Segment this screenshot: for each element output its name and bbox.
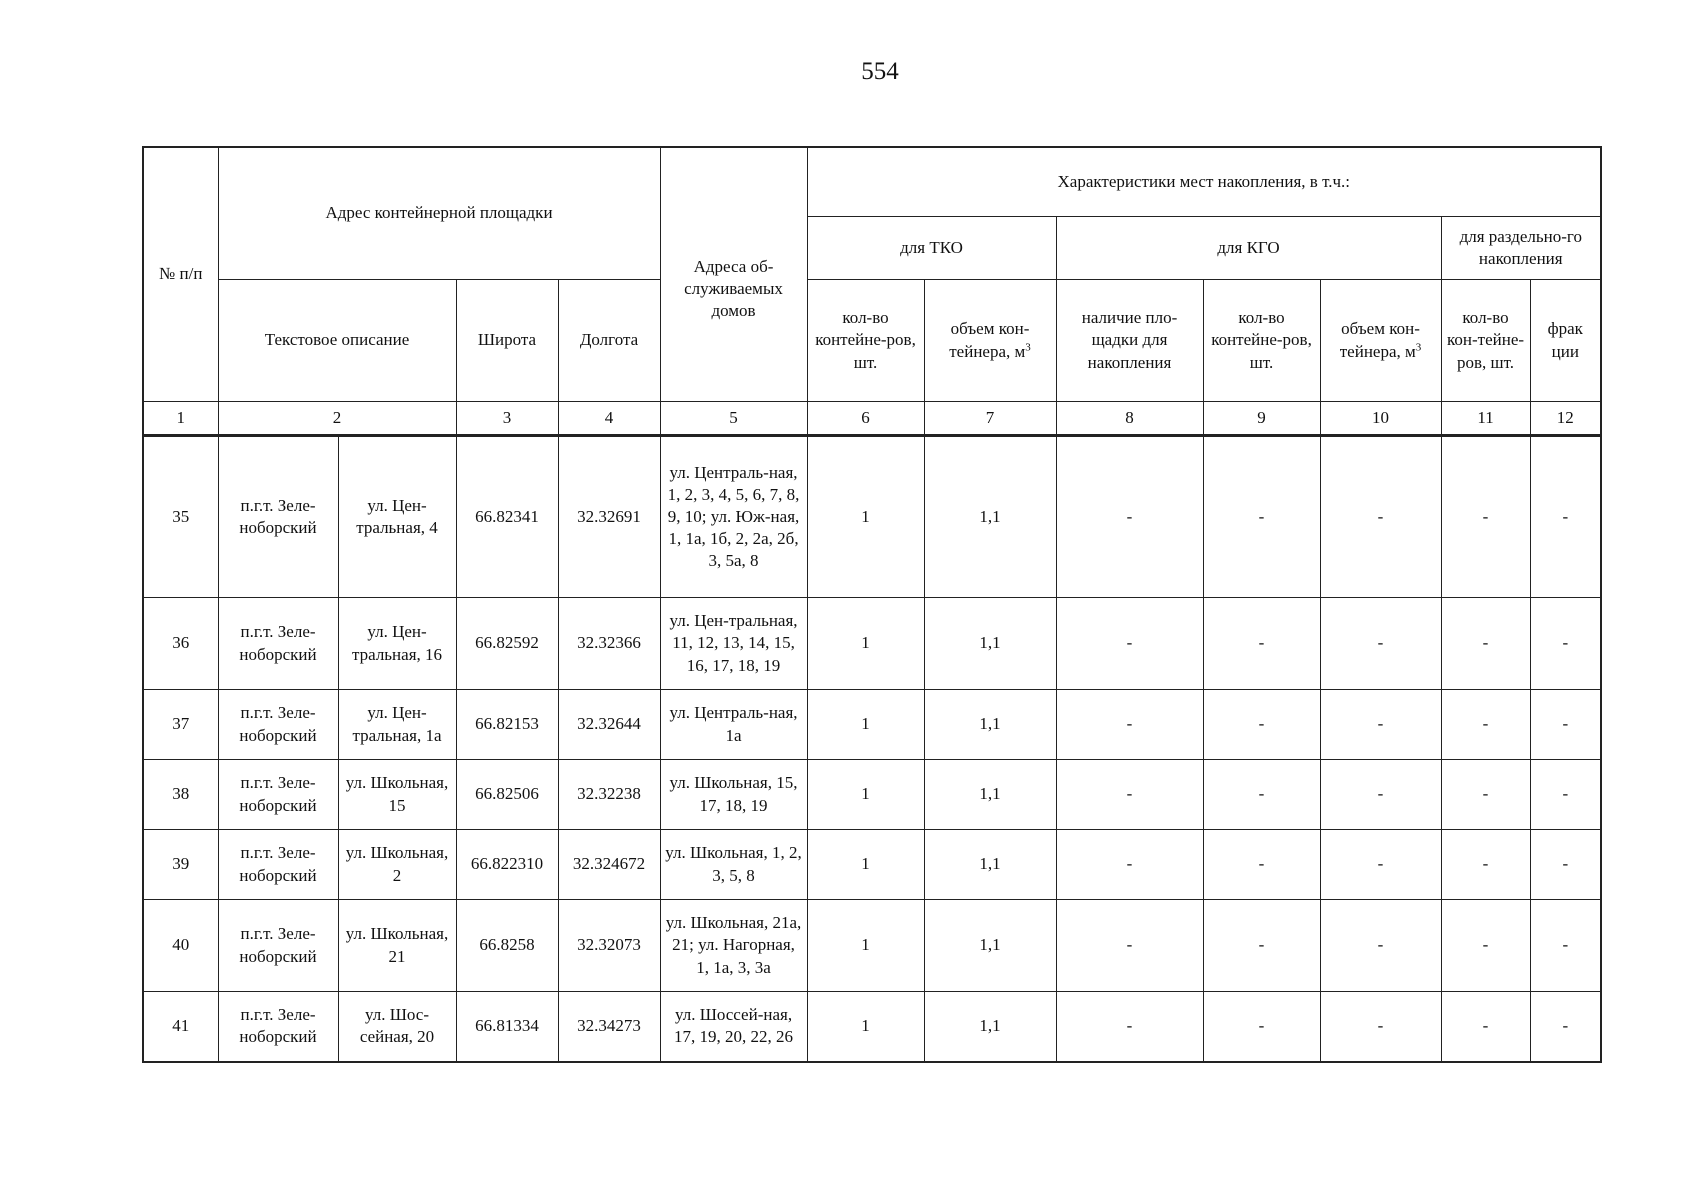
tko-volume-cell: 1,1 bbox=[924, 690, 1056, 760]
latitude-cell: 66.82153 bbox=[456, 690, 558, 760]
sep-count-cell: - bbox=[1441, 436, 1530, 598]
row-number-cell: 37 bbox=[143, 690, 218, 760]
kgo-volume-cell: - bbox=[1320, 900, 1441, 992]
longitude-cell: 32.34273 bbox=[558, 992, 660, 1062]
tko-count-cell: 1 bbox=[807, 690, 924, 760]
kgo-volume-cell: - bbox=[1320, 830, 1441, 900]
tko-volume-cell: 1,1 bbox=[924, 436, 1056, 598]
latitude-cell: 66.81334 bbox=[456, 992, 558, 1062]
kgo-count-cell: - bbox=[1203, 830, 1320, 900]
served-houses-cell: ул. Цен-тральная, 11, 12, 13, 14, 15, 16, 17, 18, 19 bbox=[660, 598, 807, 690]
table-row bbox=[143, 690, 1601, 760]
tko-count-cell: 1 bbox=[807, 992, 924, 1062]
sep-fractions-cell: - bbox=[1530, 900, 1601, 992]
row-number-cell: 39 bbox=[143, 830, 218, 900]
street-address-cell: ул. Цен-тральная, 16 bbox=[338, 598, 456, 690]
table-row bbox=[143, 900, 1601, 992]
latitude-cell: 66.82592 bbox=[456, 598, 558, 690]
column-index-6: 6 bbox=[807, 402, 924, 436]
header-sep-fractions: фрак ции bbox=[1530, 280, 1601, 402]
kgo-site-cell: - bbox=[1056, 992, 1203, 1062]
street-address-cell: ул. Шос-сейная, 20 bbox=[338, 992, 456, 1062]
table-body bbox=[143, 436, 1601, 1062]
header-served-houses: Адреса об-служиваемых домов bbox=[660, 147, 807, 402]
row-number-cell: 36 bbox=[143, 598, 218, 690]
tko-count-cell: 1 bbox=[807, 900, 924, 992]
header-num: № п/п bbox=[143, 147, 218, 402]
kgo-volume-cell: - bbox=[1320, 992, 1441, 1062]
column-index-1: 1 bbox=[143, 402, 218, 436]
tko-volume-cell: 1,1 bbox=[924, 900, 1056, 992]
kgo-count-cell: - bbox=[1203, 690, 1320, 760]
kgo-count-cell: - bbox=[1203, 598, 1320, 690]
table-row bbox=[143, 760, 1601, 830]
kgo-volume-cell: - bbox=[1320, 690, 1441, 760]
kgo-count-cell: - bbox=[1203, 900, 1320, 992]
header-kgo-count: кол-во контейне-ров, шт. bbox=[1203, 280, 1320, 402]
kgo-count-cell: - bbox=[1203, 992, 1320, 1062]
header-longitude: Долгота bbox=[558, 280, 660, 402]
tko-volume-cell: 1,1 bbox=[924, 760, 1056, 830]
latitude-cell: 66.82341 bbox=[456, 436, 558, 598]
kgo-volume-cell: - bbox=[1320, 436, 1441, 598]
served-houses-cell: ул. Школьная, 15, 17, 18, 19 bbox=[660, 760, 807, 830]
column-index-5: 5 bbox=[660, 402, 807, 436]
sep-count-cell: - bbox=[1441, 900, 1530, 992]
header-latitude: Широта bbox=[456, 280, 558, 402]
locality-cell: п.г.т. Зеле-ноборский bbox=[218, 598, 338, 690]
kgo-site-cell: - bbox=[1056, 900, 1203, 992]
street-address-cell: ул. Школьная, 15 bbox=[338, 760, 456, 830]
table-row bbox=[143, 830, 1601, 900]
served-houses-cell: ул. Школьная, 1, 2, 3, 5, 8 bbox=[660, 830, 807, 900]
column-index-row bbox=[143, 402, 1601, 436]
table-row bbox=[143, 436, 1601, 598]
header-text-desc: Текстовое описание bbox=[218, 280, 456, 402]
tko-volume-cell: 1,1 bbox=[924, 992, 1056, 1062]
sep-fractions-cell: - bbox=[1530, 436, 1601, 598]
locality-cell: п.г.т. Зеле-ноборский bbox=[218, 900, 338, 992]
header-tko: для ТКО bbox=[807, 217, 1056, 280]
longitude-cell: 32.32073 bbox=[558, 900, 660, 992]
street-address-cell: ул. Школьная, 21 bbox=[338, 900, 456, 992]
kgo-site-cell: - bbox=[1056, 830, 1203, 900]
sep-count-cell: - bbox=[1441, 992, 1530, 1062]
served-houses-cell: ул. Шоссей-ная, 17, 19, 20, 22, 26 bbox=[660, 992, 807, 1062]
header-kgo-site: наличие пло-щадки для накопления bbox=[1056, 280, 1203, 402]
locality-cell: п.г.т. Зеле-ноборский bbox=[218, 690, 338, 760]
column-index-2: 2 bbox=[218, 402, 456, 436]
tko-count-cell: 1 bbox=[807, 830, 924, 900]
container-sites-table bbox=[142, 146, 1602, 1063]
sep-count-cell: - bbox=[1441, 760, 1530, 830]
longitude-cell: 32.32366 bbox=[558, 598, 660, 690]
column-index-7: 7 bbox=[924, 402, 1056, 436]
served-houses-cell: ул. Централь-ная, 1а bbox=[660, 690, 807, 760]
street-address-cell: ул. Школьная, 2 bbox=[338, 830, 456, 900]
locality-cell: п.г.т. Зеле-ноборский bbox=[218, 830, 338, 900]
row-number-cell: 40 bbox=[143, 900, 218, 992]
served-houses-cell: ул. Централь-ная, 1, 2, 3, 4, 5, 6, 7, 8, 9, 10; ул. Юж-ная, 1, 1а, 1б, 2, 2а, 2б, 3, 5а, 8 bbox=[660, 436, 807, 598]
column-index-11: 11 bbox=[1441, 402, 1530, 436]
latitude-cell: 66.82506 bbox=[456, 760, 558, 830]
kgo-site-cell: - bbox=[1056, 436, 1203, 598]
kgo-count-cell: - bbox=[1203, 760, 1320, 830]
row-number-cell: 41 bbox=[143, 992, 218, 1062]
page-number: 554 bbox=[861, 58, 899, 85]
column-index-4: 4 bbox=[558, 402, 660, 436]
sep-count-cell: - bbox=[1441, 830, 1530, 900]
row-number-cell: 35 bbox=[143, 436, 218, 598]
header-kgo: для КГО bbox=[1056, 217, 1441, 280]
sep-fractions-cell: - bbox=[1530, 690, 1601, 760]
locality-cell: п.г.т. Зеле-ноборский bbox=[218, 760, 338, 830]
table-row bbox=[143, 598, 1601, 690]
row-number-cell: 38 bbox=[143, 760, 218, 830]
street-address-cell: ул. Цен-тральная, 1а bbox=[338, 690, 456, 760]
column-index-3: 3 bbox=[456, 402, 558, 436]
sep-fractions-cell: - bbox=[1530, 760, 1601, 830]
latitude-cell: 66.822310 bbox=[456, 830, 558, 900]
column-index-8: 8 bbox=[1056, 402, 1203, 436]
table-header bbox=[143, 147, 1601, 436]
header-sep-count: кол-во кон-тейне-ров, шт. bbox=[1441, 280, 1530, 402]
kgo-volume-cell: - bbox=[1320, 598, 1441, 690]
street-address-cell: ул. Цен-тральная, 4 bbox=[338, 436, 456, 598]
tko-count-cell: 1 bbox=[807, 760, 924, 830]
sep-count-cell: - bbox=[1441, 690, 1530, 760]
sep-count-cell: - bbox=[1441, 598, 1530, 690]
header-tko-volume: объем кон-тейнера, $м^3$ bbox=[924, 280, 1056, 402]
longitude-cell: 32.324672 bbox=[558, 830, 660, 900]
sep-fractions-cell: - bbox=[1530, 830, 1601, 900]
served-houses-cell: ул. Школьная, 21а, 21; ул. Нагорная, 1, 1а, 3, 3а bbox=[660, 900, 807, 992]
column-index-10: 10 bbox=[1320, 402, 1441, 436]
tko-volume-cell: 1,1 bbox=[924, 830, 1056, 900]
longitude-cell: 32.32691 bbox=[558, 436, 660, 598]
longitude-cell: 32.32238 bbox=[558, 760, 660, 830]
header-tko-count: кол-во контейне-ров, шт. bbox=[807, 280, 924, 402]
locality-cell: п.г.т. Зеле-ноборский bbox=[218, 992, 338, 1062]
kgo-volume-cell: - bbox=[1320, 760, 1441, 830]
tko-count-cell: 1 bbox=[807, 436, 924, 598]
tko-volume-cell: 1,1 bbox=[924, 598, 1056, 690]
longitude-cell: 32.32644 bbox=[558, 690, 660, 760]
header-separate: для раздельно-го накопления bbox=[1441, 217, 1601, 280]
table-row bbox=[143, 992, 1601, 1062]
header-address: Адрес контейнерной площадки bbox=[218, 147, 660, 280]
column-index-9: 9 bbox=[1203, 402, 1320, 436]
column-index-12: 12 bbox=[1530, 402, 1601, 436]
locality-cell: п.г.т. Зеле-ноборский bbox=[218, 436, 338, 598]
kgo-site-cell: - bbox=[1056, 760, 1203, 830]
sep-fractions-cell: - bbox=[1530, 992, 1601, 1062]
kgo-count-cell: - bbox=[1203, 436, 1320, 598]
latitude-cell: 66.8258 bbox=[456, 900, 558, 992]
header-kgo-volume: объем кон-тейнера, $м^3$ bbox=[1320, 280, 1441, 402]
header-characteristics: Характеристики мест накопления, в т.ч.: bbox=[807, 147, 1601, 217]
tko-count-cell: 1 bbox=[807, 598, 924, 690]
kgo-site-cell: - bbox=[1056, 598, 1203, 690]
sep-fractions-cell: - bbox=[1530, 598, 1601, 690]
kgo-site-cell: - bbox=[1056, 690, 1203, 760]
